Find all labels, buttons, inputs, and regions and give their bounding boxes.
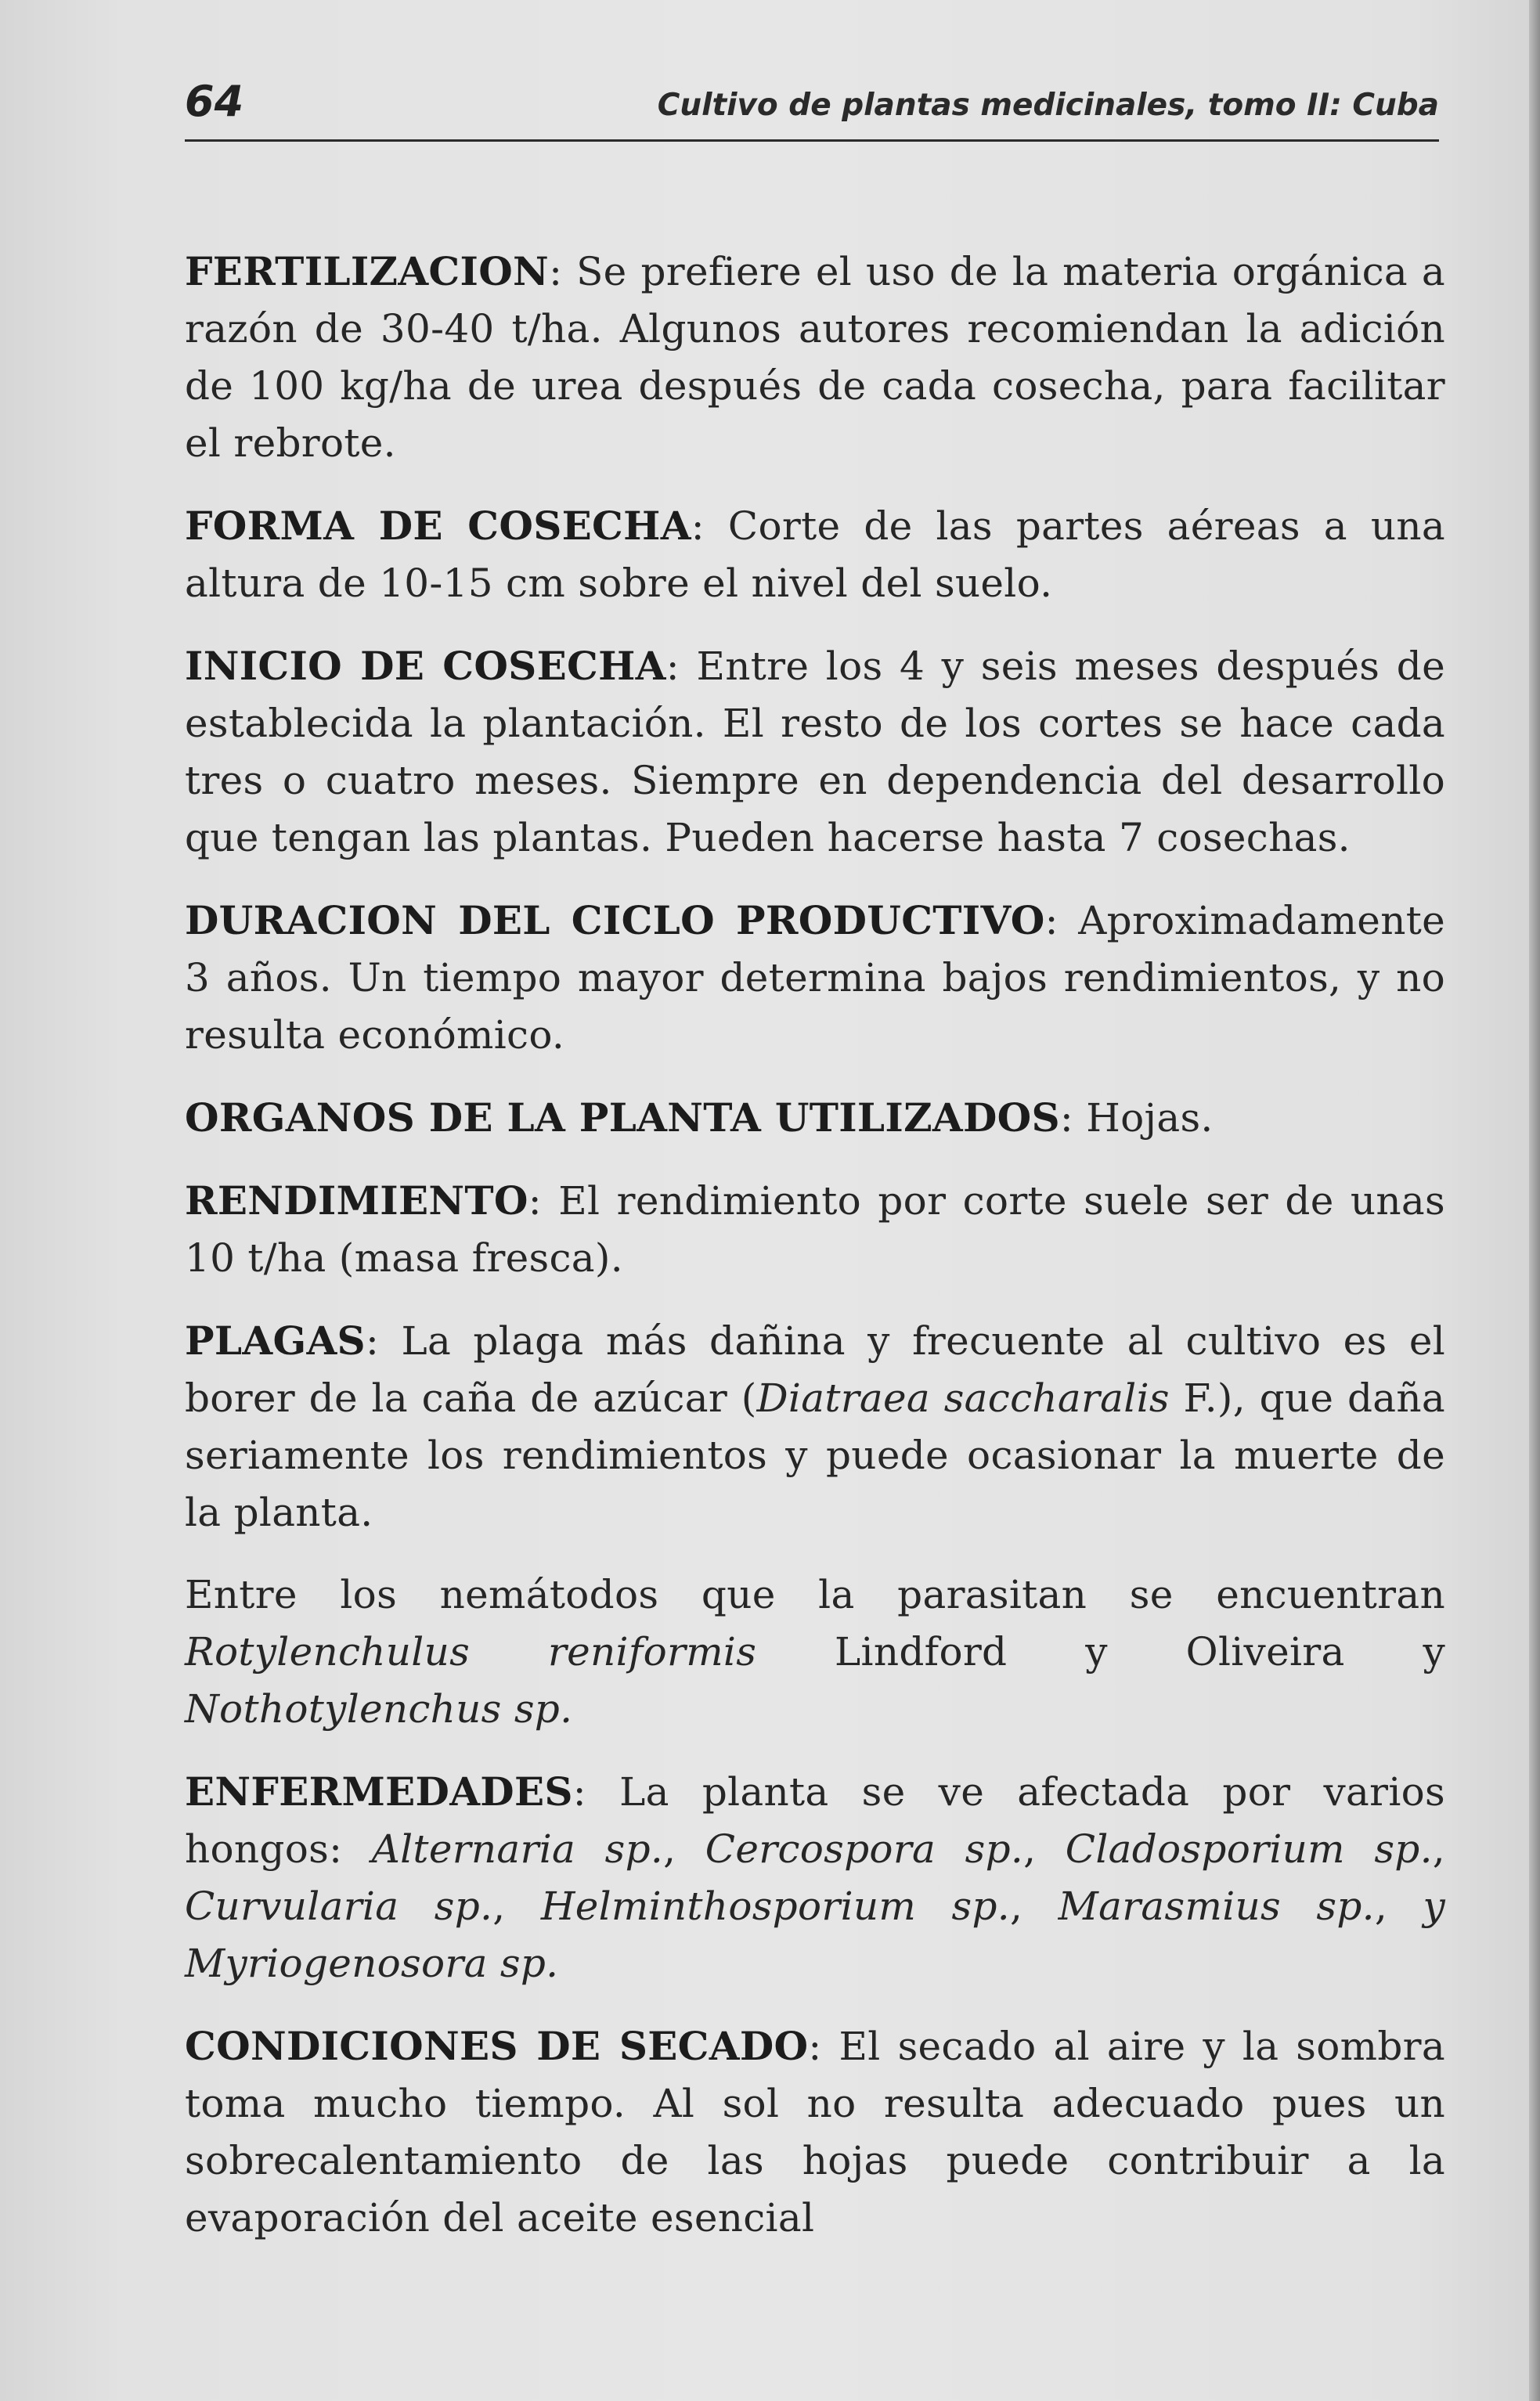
species-name: Nothotylenchus sp. (185, 1686, 573, 1732)
separator: , (1374, 1884, 1423, 1929)
genus-name: Curvularia sp. (185, 1884, 493, 1929)
section-rendimiento: RENDIMIENTO: El rendimiento por corte suele ser de unas 10 t/ha (masa fresca). (185, 1177, 1445, 1281)
section-inicio-cosecha: INICIO DE COSECHA: Entre los 4 y seis meses después de establecida la plantación. El resto de los cortes se hace cada tres o cuatro meses. Siempre en dependencia del desarrollo que tengan las plantas. Pueden hacerse hasta 7 cosechas. (185, 643, 1445, 860)
section-label: FORMA DE COSECHA (185, 503, 691, 549)
section-text: El rendimiento por corte suele ser de unas 10 t/ha (masa fresca). (185, 1178, 1445, 1281)
page-edge-shadow (1529, 0, 1540, 2401)
section-text: El secado al aire y la sombra toma mucho tiempo. Al sol no resulta adecuado pues un sobrecalentamiento de las hojas puede contribuir a la evaporación del aceite esencial (185, 2024, 1445, 2241)
section-secado: CONDICIONES DE SECADO: El secado al aire y la sombra toma mucho tiempo. Al sol no resulta adecuado pues un sobrecalentamiento de las hojas puede contribuir a la evaporación del aceite esencial (185, 2023, 1445, 2241)
running-title: Cultivo de plantas medicinales, tomo II: Cuba (657, 88, 1439, 123)
section-plagas: PLAGAS: La plaga más dañina y frecuente al cultivo es el borer de la caña de azúcar (Diatraea saccharalis F.), que daña seriamente los rendimientos y puede ocasionar la muerte de la planta. (185, 1318, 1445, 1535)
page-number: 64 (185, 77, 244, 126)
species-name: Diatraea saccharalis (756, 1375, 1170, 1421)
section-text: Hojas. (1086, 1095, 1214, 1141)
section-label: INICIO DE COSECHA (185, 643, 666, 689)
section-nematodos (185, 1566, 1445, 1738)
genus-name: Cercospora sp. (705, 1826, 1024, 1872)
section-text: La planta se ve afectada por varios hongos: (185, 1769, 1445, 1872)
section-label: ORGANOS DE LA PLANTA UTILIZADOS (185, 1094, 1060, 1141)
section-fertilizacion: FERTILIZACION: Se prefiere el uso de la materia orgánica a razón de 30-40 t/ha. Algunos autores recomiendan la adición de 100 kg/ha de urea después de cada cosecha, para facilitar el rebrote. (185, 248, 1445, 466)
genus-name: Cladosporium sp. (1065, 1826, 1433, 1872)
section-label: FERTILIZACION (185, 248, 550, 294)
section-label: RENDIMIENTO (185, 1177, 528, 1224)
section-label: CONDICIONES DE SECADO (185, 2023, 809, 2069)
genus-name: y Myriogenosora sp. (185, 1884, 1446, 1986)
separator: , (1432, 1826, 1445, 1872)
separator: , (492, 1884, 541, 1929)
section-text: Entre los nemátodos que la parasitan se encuentran (185, 1572, 1445, 1617)
species-name: Rotylenchulus reniformis (185, 1629, 757, 1675)
genus-name: Helminthosporium sp. (540, 1884, 1010, 1929)
section-text: La plaga más dañina y frecuente al cultivo es el borer de la caña de azúcar ( (185, 1318, 1445, 1421)
section-text: F.), que daña seriamente los rendimientos y puede ocasionar la muerte de la planta. (185, 1375, 1445, 1535)
section-enfermedades: ENFERMEDADES: La planta se ve afectada por varios hongos: Alternaria sp., Cercospora sp., Cladosporium sp., Curvularia sp., Helminthosporium sp., Marasmius sp., y Myriogenosora sp. (185, 1768, 1446, 1986)
section-label: PLAGAS (185, 1318, 366, 1364)
separator: , (1023, 1826, 1066, 1872)
section-label: ENFERMEDADES (185, 1768, 573, 1815)
page-body (185, 243, 1445, 2272)
section-forma-cosecha: FORMA DE COSECHA: Corte de las partes aéreas a una altura de 10-15 cm sobre el nivel del suelo. (185, 503, 1446, 606)
section-text: Aproximadamente 3 años. Un tiempo mayor determina bajos rendimientos, y no resulta económico. (185, 898, 1445, 1058)
section-organos: ORGANOS DE LA PLANTA UTILIZADOS: Hojas. (185, 1094, 1214, 1141)
header-rule (185, 139, 1439, 142)
section-text: Entre los 4 y seis meses después de establecida la plantación. El resto de los cortes se hace cada tres o cuatro meses. Siempre en dependencia del desarrollo que tengan las plantas. Pueden hacerse hasta 7 cosechas. (185, 644, 1445, 860)
separator: , (1009, 1884, 1059, 1929)
section-text: Lindford y Oliveira y (756, 1629, 1445, 1675)
genus-name: Alternaria sp. (371, 1826, 664, 1872)
separator: , (663, 1826, 705, 1872)
genus-name: Marasmius sp. (1058, 1884, 1375, 1929)
page-header (185, 77, 1439, 139)
section-text: Corte de las partes aéreas a una altura de 10-15 cm sobre el nivel del suelo. (185, 503, 1446, 606)
section-duracion-ciclo: DURACION DEL CICLO PRODUCTIVO: Aproximadamente 3 años. Un tiempo mayor determina bajos rendimientos, y no resulta económico. (185, 897, 1445, 1058)
section-text: Se prefiere el uso de la materia orgánica a razón de 30-40 t/ha. Algunos autores recomiendan la adición de 100 kg/ha de urea después de cada cosecha, para facilitar el rebrote. (185, 249, 1445, 466)
section-label: DURACION DEL CICLO PRODUCTIVO (185, 897, 1045, 943)
